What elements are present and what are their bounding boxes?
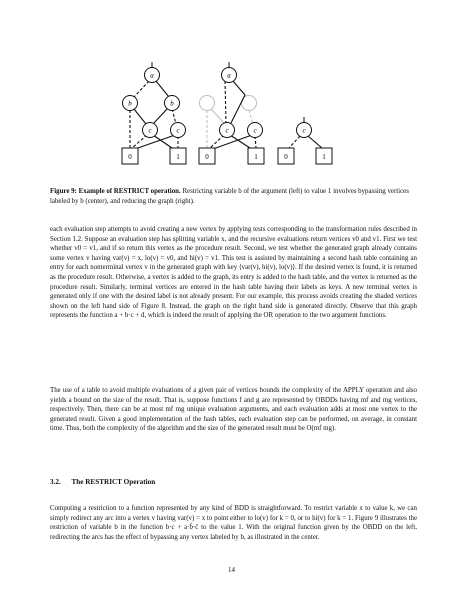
node-c-right-label: c bbox=[253, 126, 257, 135]
section-heading bbox=[50, 478, 155, 486]
node-b-left-label: b bbox=[128, 99, 132, 108]
faded-edge-3 bbox=[211, 109, 225, 124]
section-title: The RESTRICT Operation bbox=[71, 478, 156, 486]
node-c-right-label: c bbox=[176, 126, 180, 135]
body-paragraph-3: Computing a restriction to a function represented by any kind of BDD is straightforward. To restrict variable x to value k, we can simply redirect any arc into a vertex v having var(v) = x to point either to lo(v) for k = 0, or to hi(v) for k = 1. Figure 9 illustrates the restriction of variable b in the function b·c + a·b̄·c̄ to the value 1. With the original function given by the OBDD on the left, redirecting the arcs has the effect of bypassing any vertex labeled by b, as illustrated in the center. bbox=[50, 505, 417, 541]
section-number: 3.2. bbox=[50, 478, 61, 486]
terminal-one-label: 1 bbox=[176, 153, 180, 161]
terminal-zero-label: 0 bbox=[284, 153, 288, 161]
terminal-one-label: 1 bbox=[322, 153, 326, 161]
edge-c2-zero-solid bbox=[135, 135, 175, 149]
terminal-zero-label: 0 bbox=[128, 153, 132, 161]
figure-caption bbox=[50, 187, 415, 206]
node-b-right-label: b bbox=[170, 99, 174, 108]
terminal-zero-label: 0 bbox=[205, 153, 209, 161]
edge-b2-c-solid bbox=[153, 108, 168, 124]
edge-c-one-solid bbox=[308, 136, 322, 148]
caption-title: Example of RESTRICT operation. bbox=[78, 188, 181, 195]
caption-label: Figure 9: bbox=[50, 188, 77, 195]
bypassed-obdd bbox=[199, 62, 264, 164]
reduced-obdd bbox=[278, 117, 332, 164]
edge-c-zero-dashed bbox=[289, 136, 300, 148]
node-c-left-label: c bbox=[148, 126, 152, 135]
edge-b2-c2-dashed bbox=[172, 109, 176, 124]
terminal-one-label: 1 bbox=[254, 153, 258, 161]
edge-a-b-dashed bbox=[134, 81, 149, 97]
edge-a-b-solid bbox=[156, 81, 169, 97]
node-c-label: c bbox=[302, 126, 306, 135]
node-b-left-faded bbox=[200, 96, 215, 111]
page-number: 14 bbox=[228, 566, 235, 574]
figure-9 bbox=[0, 0, 463, 185]
body-paragraph-1: each evaluation step attempts to avoid creating a new vertex by applying tests corresponding to the transformation rules described in Section 1.2. Suppose an evaluation step has splitting variable x, and the recursive evaluations return vertices v0 and v1. First we test whether v0 = v1, and if so return this vertex as the procedure result. Second, we test whether the generated graph already contains some vertex v having var(v) = x, lo(v) = v0, and hi(v) = v1. This test is assisted by maintaining a second hash table containing an entry for each nonterminal vertex v in the generated graph with key ⟨var(v), hi(v), lo(v)⟩. If the desired vertex is found, it is returned as the procedure result. Otherwise, a vertex is added to the graph, its entry is added to the hash table, and the vertex is returned as the procedure result. Similarly, terminal vertices are entered in the hash table having their labels as keys. A new terminal vertex is generated only if one with the desired label is not already present. For our example, this process avoids creating the shaded vertices shown on the left hand side of Figure 8. Instead, the graph on the right hand side is generated directly. Observe that this graph represents the function a + b·c + d, which is indeed the result of applying the OR operation to the two argument functions. bbox=[50, 226, 417, 320]
caption-text: Restricting variable b of the argument (left) to value 1 involves bypassing vertices labeled by b (center), and reducing the graph (right). bbox=[50, 188, 409, 205]
original-obdd bbox=[122, 62, 186, 164]
edge-b-c-solid bbox=[134, 109, 146, 124]
faded-edge-2 bbox=[249, 110, 253, 124]
body-paragraph-2: The use of a table to avoid multiple evaluations of a given pair of vertices bounds the complexity of the APPLY operation and also yields a bound on the size of the result. That is, suppose functions f and g are represented by OBDDs having mf and mg vertices, respectively. Then, there can be at most mf mg unique evaluation arguments, and each evaluation adds at most one vertex to the generated result. Given a good implementation of the hash tables, each evaluation step can be performed, on average, in constant time. Thus, both the complexity of the algorithm and the size of the generated result must be O(mf mg). bbox=[50, 387, 417, 433]
node-a-label: a bbox=[150, 71, 154, 80]
node-a-label: a bbox=[227, 71, 231, 80]
node-c-left-label: c bbox=[225, 126, 229, 135]
edge-a-c-dashed bbox=[225, 81, 226, 123]
